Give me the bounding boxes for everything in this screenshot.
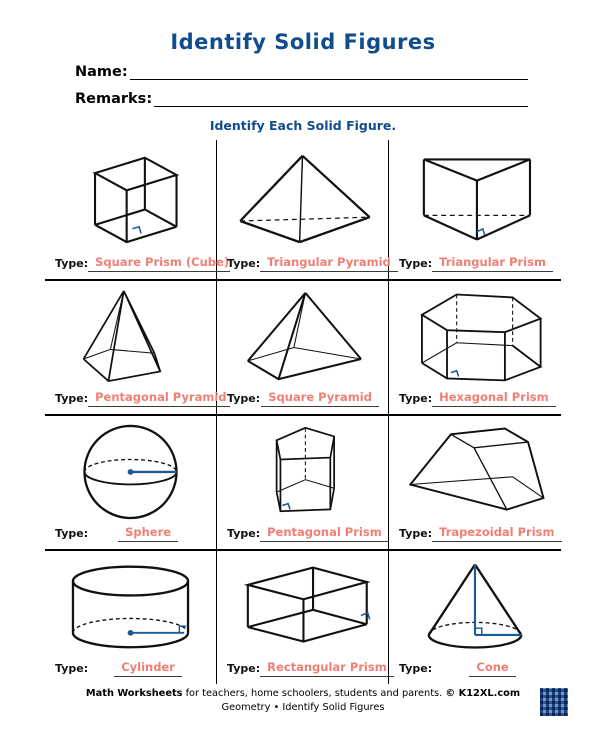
answer-square-pyramid: Square Pyramid bbox=[261, 390, 379, 407]
figure-cell-rectangular-prism bbox=[217, 551, 389, 684]
trapezoidal-prism-figure-icon bbox=[393, 420, 557, 521]
pentagonal-prism-figure-icon bbox=[221, 420, 384, 521]
answer-row bbox=[49, 386, 227, 408]
answer-cone: Cone bbox=[469, 660, 515, 677]
type-label: Type: bbox=[227, 527, 261, 540]
figure-cell-cylinder bbox=[45, 551, 217, 684]
footer-subject-line: Geometry • Identify Solid Figures bbox=[221, 702, 385, 713]
qr-code-icon bbox=[540, 688, 568, 716]
answer-triangular-prism: Triangular Prism bbox=[432, 255, 553, 272]
header-fields bbox=[75, 64, 528, 107]
answer-row bbox=[221, 386, 384, 408]
figure-cell-triangular-prism bbox=[389, 140, 561, 281]
cube-figure-icon bbox=[49, 144, 212, 251]
remarks-label: Remarks: bbox=[75, 91, 153, 107]
type-label: Type: bbox=[399, 527, 433, 540]
answer-trapezoidal-prism: Trapezoidal Prism bbox=[432, 525, 561, 542]
type-label: Type: bbox=[55, 662, 89, 675]
triangular-prism-figure-icon bbox=[393, 144, 557, 251]
answer-row bbox=[393, 251, 557, 273]
instruction-text: Identify Each Solid Figure. bbox=[209, 118, 397, 133]
type-label: Type: bbox=[399, 662, 433, 675]
answer-row bbox=[393, 386, 557, 408]
type-label: Type: bbox=[55, 527, 89, 540]
answer-rectangular-prism: Rectangular Prism bbox=[260, 660, 394, 677]
figure-cell-square-pyramid bbox=[217, 281, 389, 416]
name-blank-line[interactable] bbox=[130, 64, 528, 80]
rectangular-prism-figure-icon bbox=[221, 555, 384, 656]
answer-pentagonal-prism: Pentagonal Prism bbox=[260, 525, 389, 542]
figures-grid bbox=[45, 140, 606, 684]
answer-row bbox=[221, 251, 391, 273]
type-label: Type: bbox=[227, 257, 261, 270]
type-label: Type: bbox=[227, 662, 261, 675]
footer-credit-text: for teachers, home schoolers, students and parents. bbox=[182, 688, 446, 699]
footer bbox=[0, 688, 606, 713]
cylinder-figure-icon bbox=[49, 555, 212, 656]
answer-row bbox=[49, 656, 212, 678]
type-label: Type: bbox=[399, 392, 433, 405]
answer-row bbox=[393, 656, 557, 678]
answer-pentagonal-pyramid: Pentagonal Pyramid bbox=[88, 390, 230, 407]
type-label: Type: bbox=[399, 257, 433, 270]
footer-copyright: © K12XL.com bbox=[445, 688, 521, 699]
pentagonal-pyramid-figure-icon bbox=[49, 285, 212, 386]
answer-row bbox=[221, 521, 384, 543]
cone-figure-icon bbox=[393, 555, 557, 656]
answer-row bbox=[49, 521, 212, 543]
remarks-field-row bbox=[75, 91, 528, 107]
answer-hexagonal-prism: Hexagonal Prism bbox=[432, 390, 556, 407]
figure-cell-trapezoidal-prism bbox=[389, 416, 561, 551]
hexagonal-prism-figure-icon bbox=[393, 285, 557, 386]
name-field-row bbox=[75, 64, 528, 80]
figure-cell-pentagonal-prism bbox=[217, 416, 389, 551]
figure-cell-sphere bbox=[45, 416, 217, 551]
remarks-blank-line[interactable] bbox=[154, 91, 528, 107]
answer-triangular-pyramid: Triangular Pyramid bbox=[260, 255, 398, 272]
type-label: Type: bbox=[55, 257, 89, 270]
square-pyramid-figure-icon bbox=[221, 285, 384, 386]
answer-sphere: Sphere bbox=[118, 525, 178, 542]
figure-cell-cube bbox=[45, 140, 230, 281]
type-label: Type: bbox=[227, 392, 261, 405]
figure-cell-hexagonal-prism bbox=[389, 281, 561, 416]
name-label: Name: bbox=[75, 64, 128, 80]
figure-cell-triangular-pyramid bbox=[217, 140, 389, 281]
answer-row bbox=[221, 656, 387, 678]
figure-cell-pentagonal-pyramid bbox=[45, 281, 227, 416]
answer-cube: Square Prism (Cube) bbox=[88, 255, 230, 272]
answer-row bbox=[393, 521, 557, 543]
answer-cylinder: Cylinder bbox=[114, 660, 182, 677]
sphere-figure-icon bbox=[49, 420, 212, 521]
triangular-pyramid-figure-icon bbox=[221, 144, 384, 251]
footer-brand: Math Worksheets bbox=[85, 688, 183, 699]
type-label: Type: bbox=[55, 392, 89, 405]
figure-cell-cone bbox=[389, 551, 561, 684]
page-title: Identify Solid Figures bbox=[170, 30, 436, 54]
footer-credit-line bbox=[0, 688, 606, 699]
answer-row bbox=[49, 251, 230, 273]
